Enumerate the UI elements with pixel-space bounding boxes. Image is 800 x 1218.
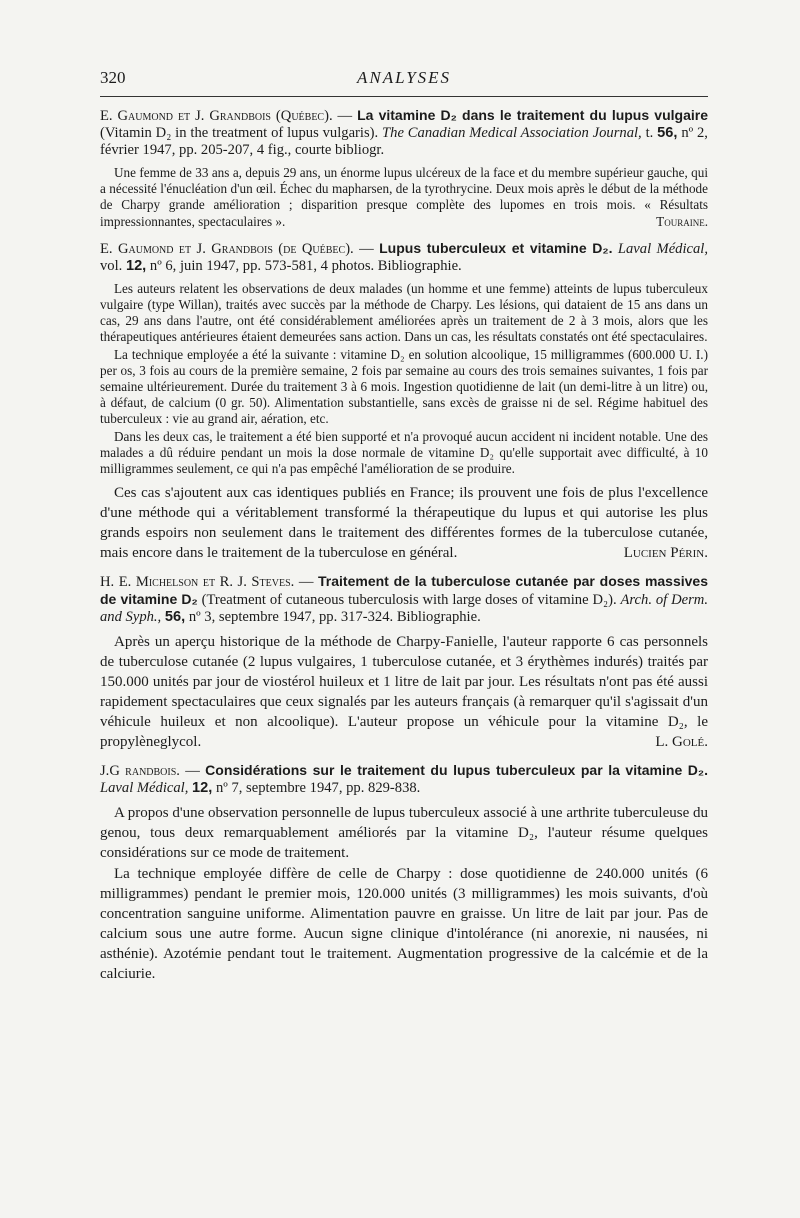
citation [100, 573, 708, 626]
volume: 56, [164, 609, 186, 626]
abstract-paragraph: Après un aperçu historique de la méthode de Charpy-Fanielle, l'auteur rapporte 6 cas personnels de tuberculose cutanée (2 lupus vulgaires, 1 tuberculose cutanée, et 3 érythèmes indurés) traités par 150.000 unités par jour de viostérol huileux et 1 litre de lait par jour. Les résultats n'ont pas été aussi rapidement spectaculaires que ceux signalés par les auteurs français (à remarquer qu'il s'agissait d'un véhicule huileux et non alcoolique). L'auteur propose un véhicule pour la vitamine D₂, le propylèneglycol. L. Golé. [100, 634, 708, 751]
journal: Laval Médical, [100, 780, 189, 797]
running-title: ANALYSES [356, 68, 452, 87]
volume: 12, [125, 257, 147, 274]
abstract-paragraph: La technique employée diffère de celle de Charpy : dose quotidienne de 240.000 unités (6 milligrammes) pendant le premier mois, 120.000 unités (3 milligrammes) les mois suivants, d'où concentration sanguine uniforme. Alimentation pauvre en graisse. Un litre de lait par jour. Pas de calcium sous une autre forme. Aucun signe clinique d'intolérance (ni anorexie, ni nausées, ni asthénie). Azotémie pendant tout le traitement. Augmentation progressive de la calcémie et de la calciurie. [100, 866, 708, 983]
journal: The Canadian Medical Association Journal, [382, 125, 642, 141]
title-translation: (Treatment of cutaneous tuberculosis with large doses of vitamine D₂). [201, 592, 617, 609]
article-title: Lupus tuberculeux et vitamine D₂. [379, 239, 613, 256]
abstract-paragraph: Dans les deux cas, le traitement a été bien supporté et n'a provoqué aucun accident ni incident notable. Une des malades a dû réduire pendant un mois la dose normale de vitamine D₂ qu'elle supportait avec difficulté, à 10 milligrammes seulement, ce qui n'a pas empêché l'amélioration de se produire. [100, 428, 708, 477]
citation-details: nº 2, février 1947, pp. 205-207, 4 fig., courte bibliogr. [100, 125, 708, 158]
page-number: 320 [100, 68, 126, 87]
volume-prefix: vol. [100, 257, 123, 274]
volume: 56, [657, 125, 678, 141]
citation [100, 762, 708, 797]
journal: Laval Médical, [617, 240, 708, 257]
article-3 [100, 573, 708, 752]
title-translation: (Vitamin D₂ in the treatment of lupus vulgaris). [100, 125, 379, 141]
abstract-paragraph: Les auteurs relatent les observations de deux malades (un homme et une femme) atteints de lupus tuberculeux vulgaire (type Willan), traités avec succès par la méthode de Charpy. Les lésions, qui dataient de 15 ans dans un cas, 29 ans dans l'autre, ont été considérablement améliorées après un traitement de 2 à 3 mois, alors que les thérapeutiques antérieures étaient demeurées sans action. Dans un cas, les résultats constatés ont été spectaculaires. [100, 280, 708, 345]
authors: E. Gaumond et J. Grandbois (Québec). — [100, 108, 353, 124]
article-title: La vitamine D₂ dans le traitement du lupus vulgaire [357, 107, 708, 123]
citation [100, 107, 708, 159]
abstract-paragraph: A propos d'une observation personnelle de lupus tuberculeux associé à une arthrite tuberculeuse du genou, tous deux remarquablement améliorés par la vitamine D₂, l'auteur résume quelques considérations sur ce mode de traitement. [100, 805, 708, 862]
reviewer-signature: Lucien Périn. [623, 545, 708, 562]
authors: E. Gaumond et J. Grandbois (de Québec). — [100, 240, 374, 257]
reviewer-signature: L. Golé. [655, 734, 708, 751]
citation-details: nº 6, juin 1947, pp. 573-581, 4 photos. Bibliographie. [149, 257, 462, 274]
article-4 [100, 762, 708, 984]
authors: J.G randbois. — [100, 763, 200, 780]
citation [100, 240, 708, 275]
article-title: Considérations sur le traitement du lupus tuberculeux par la vitamine D₂. [205, 762, 708, 779]
citation-details: nº 3, septembre 1947, pp. 317-324. Bibliographie. [188, 609, 481, 626]
citation-details: nº 7, septembre 1947, pp. 829-838. [215, 780, 421, 797]
article-1 [100, 107, 708, 230]
reviewer-signature: Touraine. [656, 213, 708, 229]
abstract-paragraph: La technique employée a été la suivante : vitamine D₂ en solution alcoolique, 15 milligrammes (600.000 U. I.) per os, 3 fois au cours de la première semaine, 2 fois par semaine au cours des trois semaines suivantes, 1 fois par semaine ultérieurement. Durée du traitement 3 à 6 mois. Ingestion quotidienne de lait (un demi-litre à un litre) ou, à défaut, de calcium (0 gr. 50). Alimentation substantielle, sans excès de graisse ni de sel. Régime habituel des tuberculeux : vie au grand air, aération, etc. [100, 346, 708, 427]
article-title: Traitement de la tuberculose cutanée par doses massives de vitamine D₂ [100, 573, 708, 608]
journal: Arch. of Derm. and Syph., [100, 592, 708, 626]
article-2 [100, 240, 708, 563]
page-header [100, 68, 708, 97]
authors: H. E. Michelson et R. J. Steves. — [100, 574, 314, 591]
volume: 12, [192, 780, 213, 797]
abstract-paragraph: Ces cas s'ajoutent aux cas identiques publiés en France; ils prouvent une fois de plus l'excellence d'une méthode qui a véritablement transformé la thérapeutique du lupus et qui autorise les plus grands espoirs non seulement dans le traitement des différentes formes de la tuberculose cutanée, mais encore dans le traitement de la tuberculose en général. Lucien Périn. [100, 485, 708, 562]
abstract-paragraph: Une femme de 33 ans a, depuis 29 ans, un énorme lupus ulcéreux de la face et du membre supérieur gauche, qui a nécessité l'énucléation d'un œil. Échec du mapharsen, de la tyrothrycine. Deux mois après le début de la méthode de Charpy grande amélioration ; disparition presque complète des lupomes en trois mois. « Résultats impressionnantes, spectaculaires ». Touraine. [100, 165, 708, 229]
volume-prefix: t. [645, 125, 654, 141]
